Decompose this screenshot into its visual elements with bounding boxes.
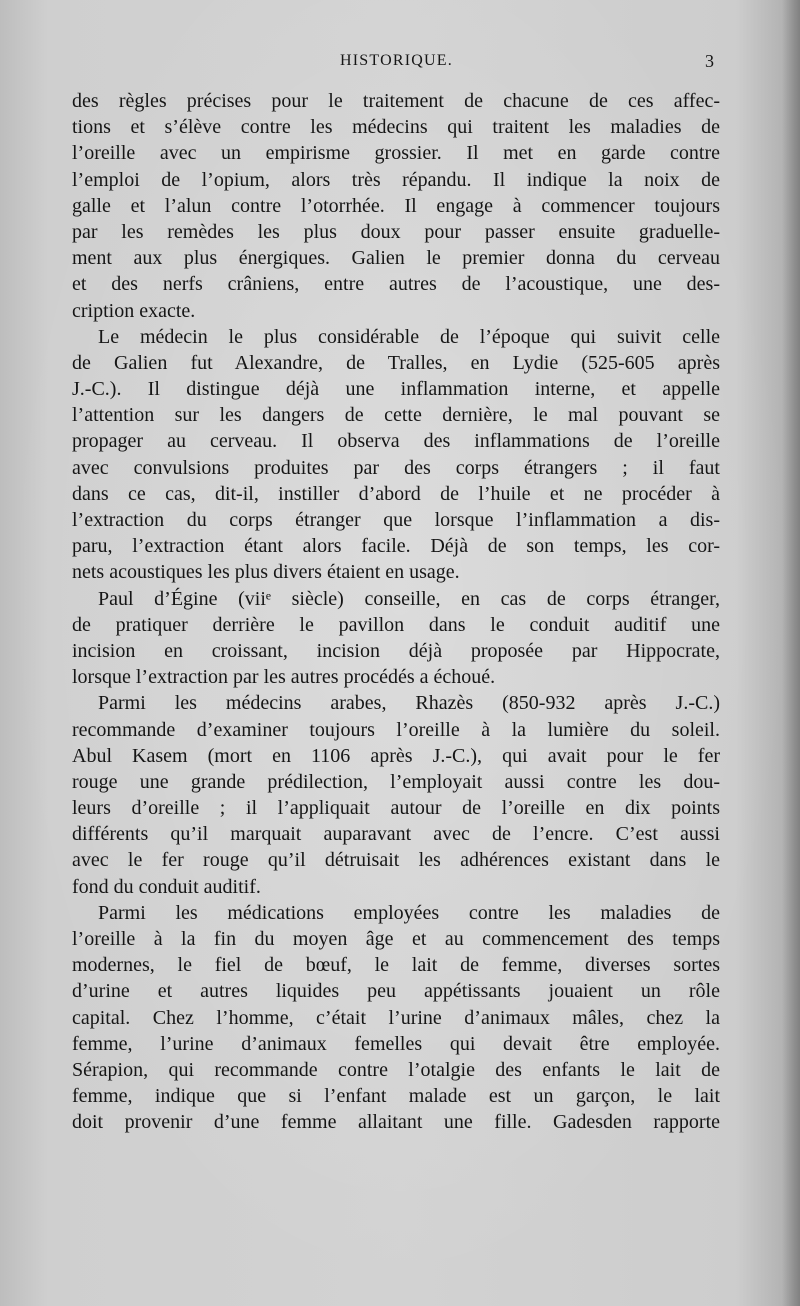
text-line: par les remèdes les plus doux pour passer ensuite graduelle- — [72, 220, 720, 243]
body-text — [72, 88, 720, 1136]
text-line: d’urine et autres liquides peu appétissants jouaient un rôle — [72, 980, 720, 1003]
paragraph — [72, 900, 720, 1136]
text-line: leurs d’oreille ; il l’appliquait autour de l’oreille en dix points — [72, 797, 720, 820]
text-line: recommande d’examiner toujours l’oreille à la lumière du soleil. — [72, 718, 720, 741]
text-line: l’oreille avec un empirisme grossier. Il met en garde contre — [72, 142, 720, 165]
text-line: des règles précises pour le traitement de chacune de ces affec- — [72, 90, 720, 112]
text-line: l’oreille à la fin du moyen âge et au commencement des temps — [72, 928, 720, 950]
running-title: HISTORIQUE. — [340, 52, 453, 69]
text-line: cription exacte. — [72, 299, 196, 322]
text-line: galle et l’alun contre l’otorrhée. Il engage à commencer toujours — [72, 194, 720, 217]
page-edge-shadow — [782, 0, 800, 1306]
text-line: de pratiquer derrière le pavillon dans le conduit auditif une — [72, 613, 720, 636]
paragraph — [72, 88, 720, 324]
paragraph — [72, 586, 720, 691]
text-line: l’emploi de l’opium, alors très répandu. Il indique la noix de — [72, 168, 720, 191]
text-line: propager au cerveau. Il observa des inflammations de l’oreille — [72, 430, 720, 453]
text-line: incision en croissant, incision déjà proposée par Hippocrate, — [72, 639, 720, 662]
text-line: Parmi les médecins arabes, Rhazès (850-932 après J.-C.) — [98, 692, 720, 715]
text-line: avec le fer rouge qu’il détruisait les adhérences existant dans le — [72, 849, 720, 872]
text-line: dans ce cas, dit-il, instiller d’abord de l’huile et ne procéder à — [72, 482, 720, 505]
text-line: avec convulsions produites par des corps étrangers ; il faut — [72, 456, 720, 479]
text-line: femme, l’urine d’animaux femelles qui devait être employée. — [72, 1032, 720, 1055]
paragraph — [72, 690, 720, 900]
text-line: Paul d’Égine (viiᵉ siècle) conseille, en cas de corps étranger, — [98, 587, 720, 610]
text-line: fond du conduit auditif. — [72, 875, 261, 898]
text-line: capital. Chez l’homme, c’était l’urine d’animaux mâles, chez la — [72, 1006, 720, 1029]
paragraph — [72, 324, 720, 586]
text-line: modernes, le fiel de bœuf, le lait de femme, diverses sortes — [72, 954, 720, 977]
text-line: l’attention sur les dangers de cette dernière, le mal pouvant se — [72, 404, 720, 427]
running-header — [0, 51, 800, 73]
text-line: Abul Kasem (mort en 1106 après J.-C.), qui avait pour le fer — [72, 744, 720, 767]
page-number: 3 — [705, 51, 714, 71]
text-line: femme, indique que si l’enfant malade est un garçon, le lait — [72, 1085, 720, 1108]
text-line: l’extraction du corps étranger que lorsque l’inflammation a dis- — [72, 509, 720, 531]
text-line: tions et s’élève contre les médecins qui traitent les maladies de — [72, 116, 720, 139]
text-line: Le médecin le plus considérable de l’époque qui suivit celle — [98, 325, 720, 348]
text-line: nets acoustiques les plus divers étaient en usage. — [72, 561, 460, 584]
text-line: Parmi les médications employées contre les maladies de — [98, 901, 720, 924]
text-line: rouge une grande prédilection, l’employait aussi contre les dou- — [72, 770, 720, 793]
text-line: paru, l’extraction étant alors facile. Déjà de son temps, les cor- — [72, 535, 720, 558]
text-line: de Galien fut Alexandre, de Tralles, en Lydie (525-605 après — [72, 351, 720, 374]
text-line: ment aux plus énergiques. Galien le premier donna du cerveau — [72, 247, 720, 270]
text-line: lorsque l’extraction par les autres procédés a échoué. — [72, 666, 496, 689]
text-line: et des nerfs crâniens, entre autres de l’acoustique, une des- — [72, 273, 720, 296]
text-line: doit provenir d’une femme allaitant une fille. Gadesden rapporte — [72, 1111, 720, 1134]
text-line: Sérapion, qui recommande contre l’otalgie des enfants le lait de — [72, 1058, 720, 1081]
text-line: J.-C.). Il distingue déjà une inflammation interne, et appelle — [72, 378, 720, 401]
text-line: différents qu’il marquait auparavant avec de l’encre. C’est aussi — [72, 823, 720, 846]
